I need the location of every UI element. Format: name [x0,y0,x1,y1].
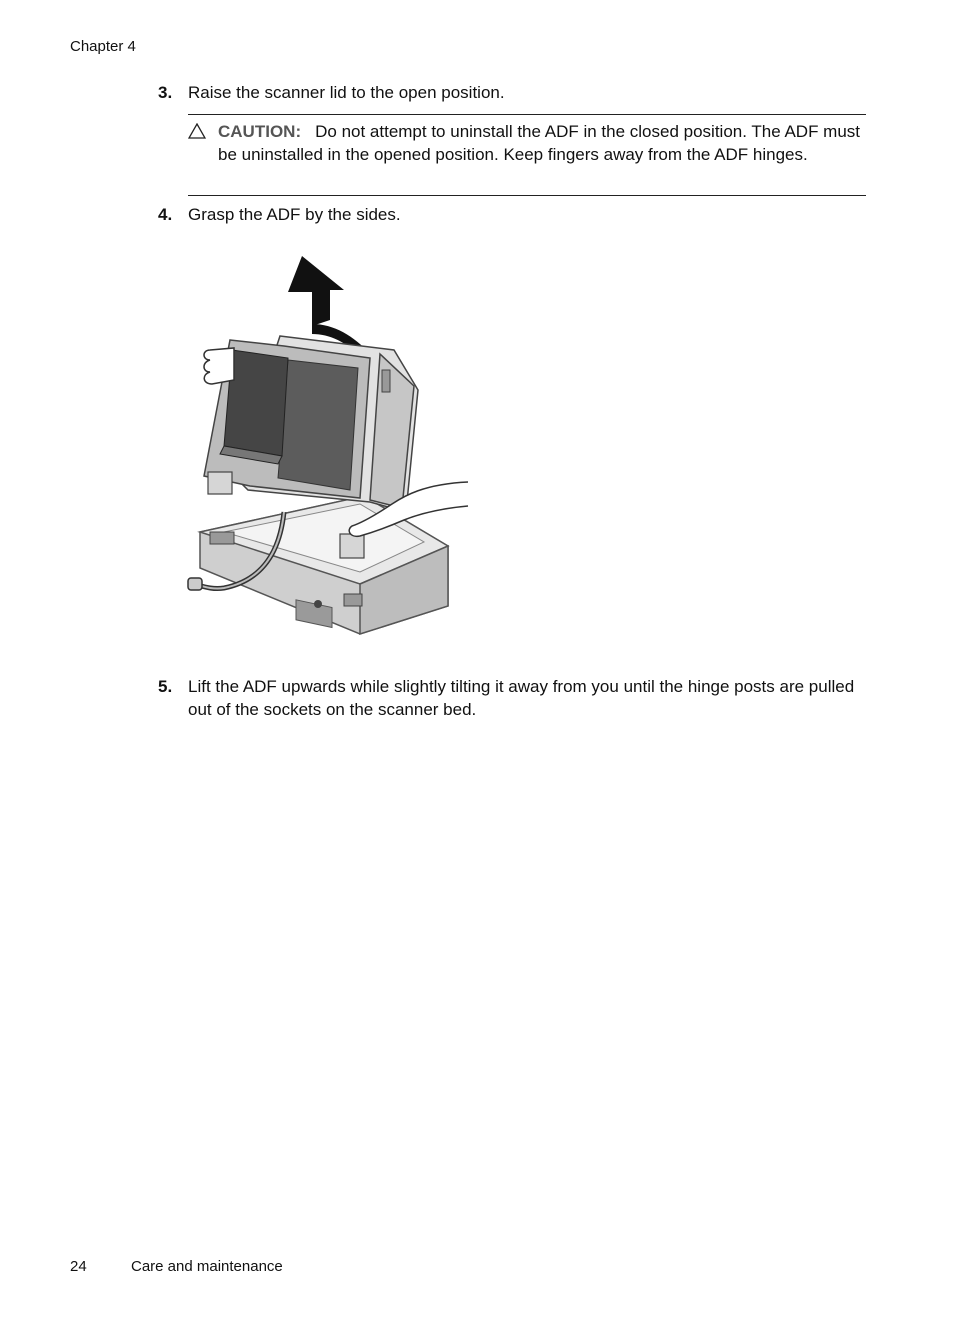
step-text: Raise the scanner lid to the open position. [188,83,505,102]
step-text: Lift the ADF upwards while slightly tilting it away from you until the hinge posts are pulled out of the sockets on the scanner bed. [188,677,855,719]
running-header-chapter: Chapter 4 [70,38,136,55]
left-hand [204,348,234,384]
caution-text-block [218,121,868,166]
step-number: 4. [158,205,173,224]
caution-label: CAUTION: [218,122,302,141]
warning-triangle-icon [188,123,206,144]
caution-text: Do not attempt to uninstall the ADF in the closed position. The ADF must be uninstalled in the opened position. Keep fingers away from the ADF hinges. [218,122,861,164]
step-text: Grasp the ADF by the sides. [188,205,401,224]
adf-unit [204,336,418,512]
step-number: 3. [158,83,173,102]
footer-section-title: Care and maintenance [131,1258,283,1275]
adf-removal-illustration [184,250,474,647]
caution-box [188,114,866,196]
hinge-post-right [340,534,364,558]
page-number: 24 [70,1258,87,1275]
step-number: 5. [158,677,173,696]
running-footer [70,1258,283,1275]
hinge-post-left [208,472,232,494]
up-arrow-icon [288,256,344,326]
